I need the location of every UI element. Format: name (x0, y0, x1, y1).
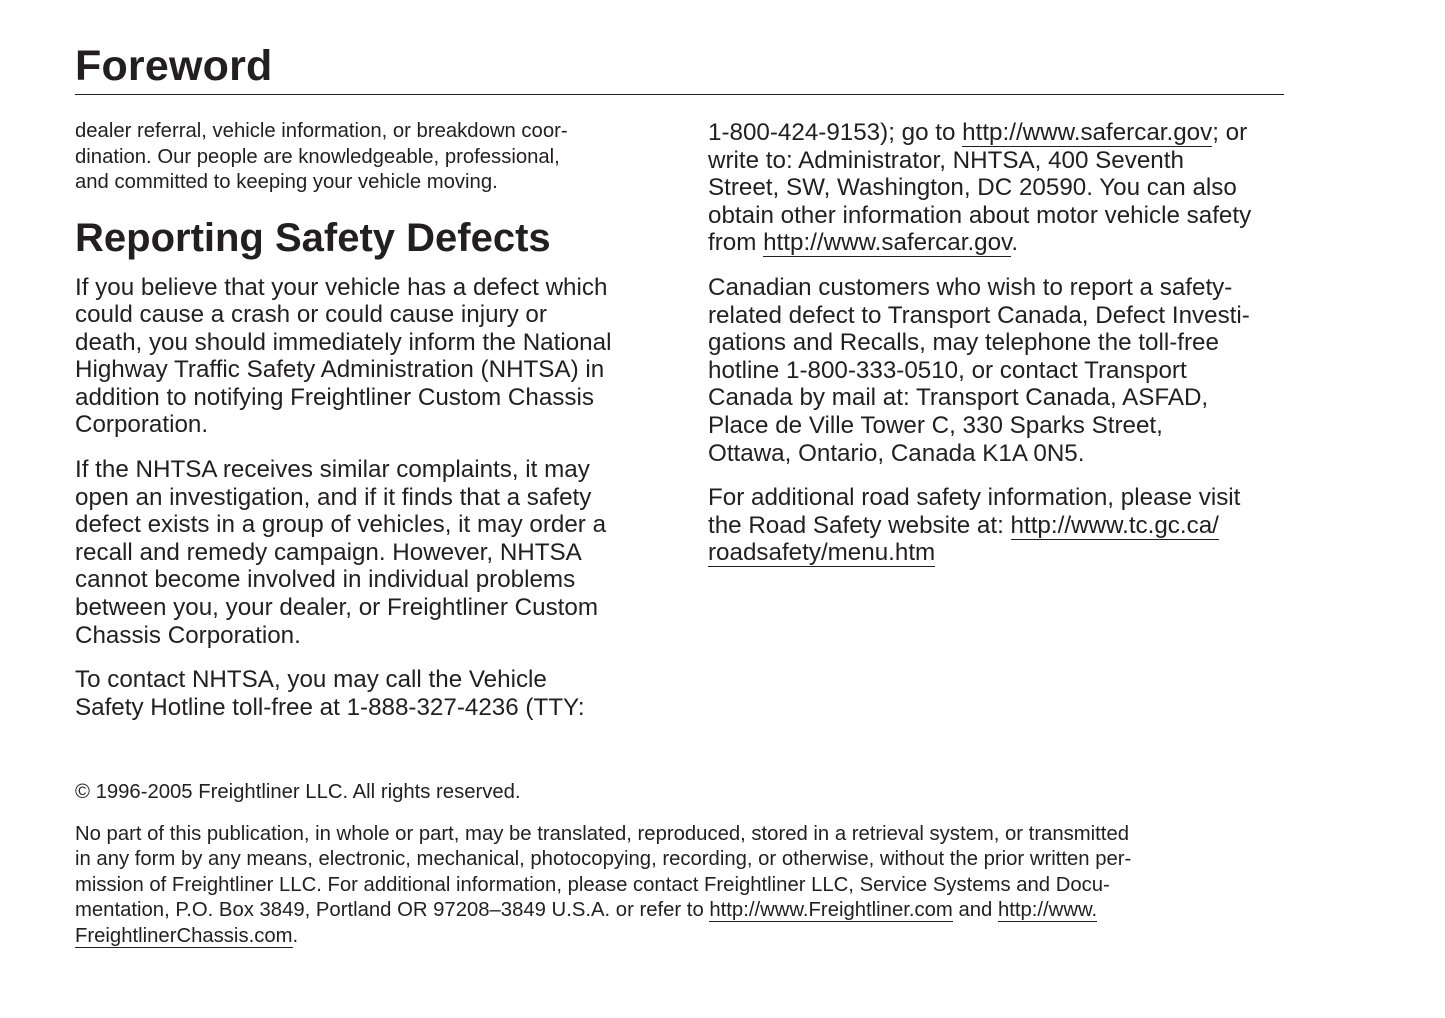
text-line: and (952, 899, 998, 921)
freightliner-link[interactable]: http://www.Freightliner.com (709, 899, 953, 921)
text-line: ; or (1212, 119, 1248, 146)
left-column (75, 119, 647, 738)
text-line: If you believe that your vehicle has a defect which (75, 273, 608, 301)
freightliner-chassis-link[interactable]: FreightlinerChassis.com (75, 924, 293, 947)
road-safety-link[interactable]: http://www.tc.gc.ca/ (1010, 511, 1219, 539)
text-line: If the NHTSA receives similar complaints, it may (75, 456, 590, 484)
defect-paragraph (75, 274, 647, 440)
text-line: Canada by mail at: Transport Canada, ASFAD, (708, 384, 1209, 412)
text-line: For additional road safety information, please visit (708, 484, 1241, 512)
text-line: mentation, P.O. Box 3849, Portland OR 97208–3849 U.S.A. or refer to (75, 899, 710, 921)
text-line: . (292, 924, 299, 947)
text-line: Street, SW, Washington, DC 20590. You can also (708, 174, 1237, 202)
text-line: hotline 1-800-333-0510, or contact Transport (708, 356, 1187, 384)
text-line: from (708, 229, 764, 257)
text-line: Canadian customers who wish to report a safety- (708, 273, 1233, 301)
text-line: Safety Hotline toll-free at 1-888-327-4236 (TTY: (75, 693, 585, 721)
text-line: between you, your dealer, or Freightliner Custom (75, 594, 598, 622)
text-line: cannot become involved in individual problems (75, 566, 576, 594)
investigation-paragraph (75, 456, 647, 649)
text-line: To contact NHTSA, you may call the Vehicle (75, 666, 547, 694)
text-line: obtain other information about motor vehicle safety (708, 201, 1252, 229)
text-line: death, you should immediately inform the National (75, 328, 612, 356)
road-safety-link[interactable]: roadsafety/menu.htm (708, 539, 936, 567)
text-line: Chassis Corporation. (75, 621, 301, 649)
freightliner-chassis-link[interactable]: http://www. (997, 899, 1098, 921)
text-line: recall and remedy campaign. However, NHTSA (75, 538, 582, 566)
text-line: Corporation. (75, 411, 209, 439)
text-line: related defect to Transport Canada, Defect Investi- (708, 301, 1250, 329)
text-line: . (1011, 229, 1019, 257)
right-column (708, 119, 1290, 584)
text-line: open an investigation, and if it finds that a safety (75, 483, 592, 511)
text-line: Place de Ville Tower C, 330 Sparks Street, (708, 411, 1163, 439)
text-line: addition to notifying Freightliner Custom Chassis (75, 383, 594, 411)
legal-notice (75, 822, 1290, 950)
text-line: Ottawa, Ontario, Canada K1A 0N5. (708, 439, 1085, 467)
road-safety-paragraph (708, 484, 1290, 567)
text-line: mission of Freightliner LLC. For additional information, please contact Freightliner LLC, Service Systems and Docu- (75, 873, 1110, 896)
text-line: in any form by any means, electronic, mechanical, photocopying, recording, or otherwise, without the prior written per- (75, 848, 1132, 870)
section-heading: Reporting Safety Defects (75, 215, 551, 260)
text-line: could cause a crash or could cause injury or (75, 301, 547, 329)
intro-line: dination. Our people are knowledgeable, professional, (75, 145, 560, 168)
copyright-notice: © 1996-2005 Freightliner LLC. All rights reserved. (75, 781, 521, 803)
text-line: the Road Safety website at: (708, 511, 1011, 539)
page-title: Foreword (75, 42, 273, 90)
canada-paragraph (708, 274, 1290, 467)
footer (75, 780, 1290, 949)
text-line: No part of this publication, in whole or part, may be translated, reproduced, stored in a retrieval system, or transmitted (75, 822, 1130, 845)
text-line: 1-800-424-9153); go to (708, 119, 963, 146)
intro-line: and committed to keeping your vehicle moving. (75, 171, 498, 193)
text-line: gations and Recalls, may telephone the toll-free (708, 329, 1219, 357)
title-divider (75, 94, 1284, 95)
intro-line: dealer referral, vehicle information, or breakdown coor- (75, 120, 568, 142)
safercar-link[interactable]: http://www.safercar.gov (763, 229, 1012, 257)
text-line: defect exists in a group of vehicles, it may order a (75, 511, 607, 539)
safercar-link[interactable]: http://www.safercar.gov (962, 119, 1213, 146)
text-line: Highway Traffic Safety Administration (NHTSA) in (75, 356, 605, 384)
text-line: write to: Administrator, NHTSA, 400 Seventh (708, 146, 1184, 174)
nhtsa-contact-paragraph (708, 119, 1290, 257)
intro-paragraph (75, 119, 647, 196)
contact-paragraph (75, 666, 647, 721)
